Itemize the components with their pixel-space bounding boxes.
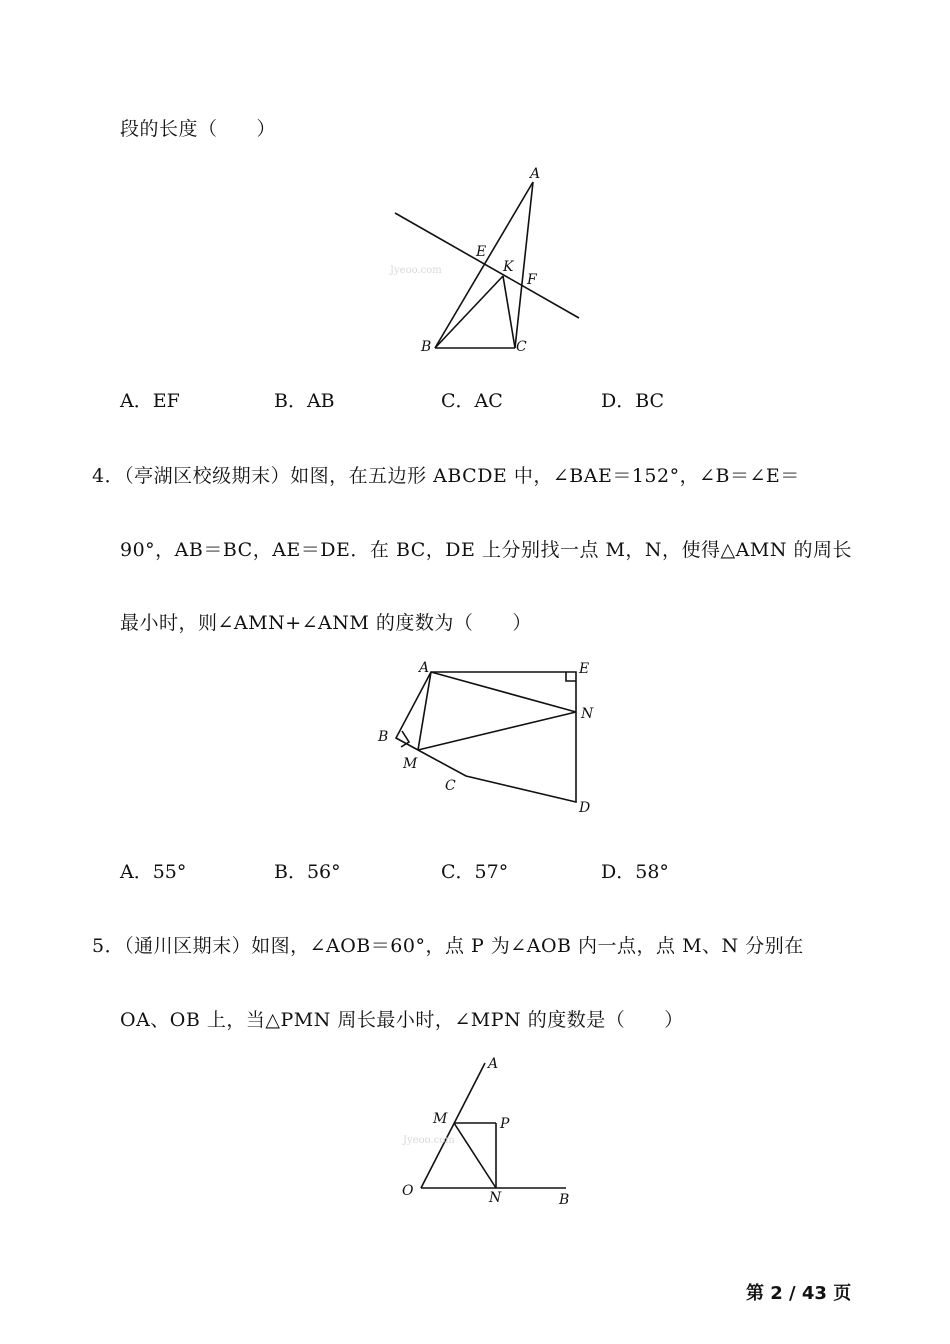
q3-watermark: Jyeoo.com: [390, 265, 442, 276]
q5-text-line2: OA、OB 上，当△PMN 周长最小时，∠MPN 的度数是（ ）: [120, 1009, 684, 1031]
q4-pentagon: [396, 672, 576, 802]
q3-figure: [0, 0, 950, 380]
q4-label-E: E: [579, 661, 590, 677]
q3-label-C: C: [516, 339, 527, 355]
q5-figure: [0, 1045, 950, 1215]
q5-label-A: A: [488, 1056, 499, 1072]
q5-watermark: Jyeoo.com: [403, 1135, 455, 1146]
q5-ray-OA: [421, 1063, 485, 1188]
q3-label-A: A: [530, 166, 541, 182]
q5-label-B: B: [559, 1192, 570, 1208]
q4-option-d[interactable]: D．58°: [601, 861, 669, 883]
q4-right-angle-E: [566, 672, 576, 681]
q4-option-b[interactable]: B．56°: [274, 861, 341, 883]
q4-label-D: D: [579, 800, 591, 816]
q4-line-MN: [418, 712, 576, 750]
q3-option-a[interactable]: A．EF: [120, 390, 180, 412]
q5-label-M: M: [433, 1111, 448, 1127]
q3-line-BK: [435, 276, 503, 348]
q5-label-O: O: [402, 1183, 414, 1199]
q4-label-M: M: [403, 756, 418, 772]
q4-text-line3: 最小时，则∠AMN+∠ANM 的度数为（ ）: [120, 612, 532, 634]
q5-line-MN: [454, 1123, 496, 1188]
q3-label-K: K: [503, 259, 514, 275]
q3-label-E: E: [476, 244, 487, 260]
q4-line-AN: [431, 672, 576, 712]
q5-label-P: P: [500, 1116, 510, 1132]
q4-text-line2: 90°，AB＝BC，AE＝DE．在 BC，DE 上分别找一点 M，N，使得△AMN 的周长: [120, 539, 853, 561]
q4-figure: [0, 650, 950, 850]
q3-label-B: B: [421, 339, 432, 355]
q4-text-line1: 4．（亭湖区校级期末）如图，在五边形 ABCDE 中，∠BAE＝152°，∠B＝∠E＝: [92, 465, 800, 487]
q3-option-d[interactable]: D．BC: [601, 390, 665, 412]
q3-option-b[interactable]: B．AB: [274, 390, 335, 412]
q5-label-N: N: [489, 1190, 502, 1206]
q4-label-C: C: [445, 778, 456, 794]
q3-option-c[interactable]: C．AC: [441, 390, 503, 412]
q5-text-line1: 5．（通川区期末）如图，∠AOB＝60°，点 P 为∠AOB 内一点，点 M、N 分别在: [92, 935, 804, 957]
page-number: 第 2 / 43 页: [746, 1283, 852, 1304]
q3-label-F: F: [527, 272, 537, 288]
q3-line-KC: [503, 276, 515, 348]
q4-option-c[interactable]: C．57°: [441, 861, 509, 883]
q3-text-tail: 段的长度（ ）: [120, 118, 277, 140]
q4-option-a[interactable]: A．55°: [120, 861, 187, 883]
q4-label-A: A: [419, 660, 430, 676]
q4-label-B: B: [378, 729, 389, 745]
q4-label-N: N: [581, 706, 594, 722]
